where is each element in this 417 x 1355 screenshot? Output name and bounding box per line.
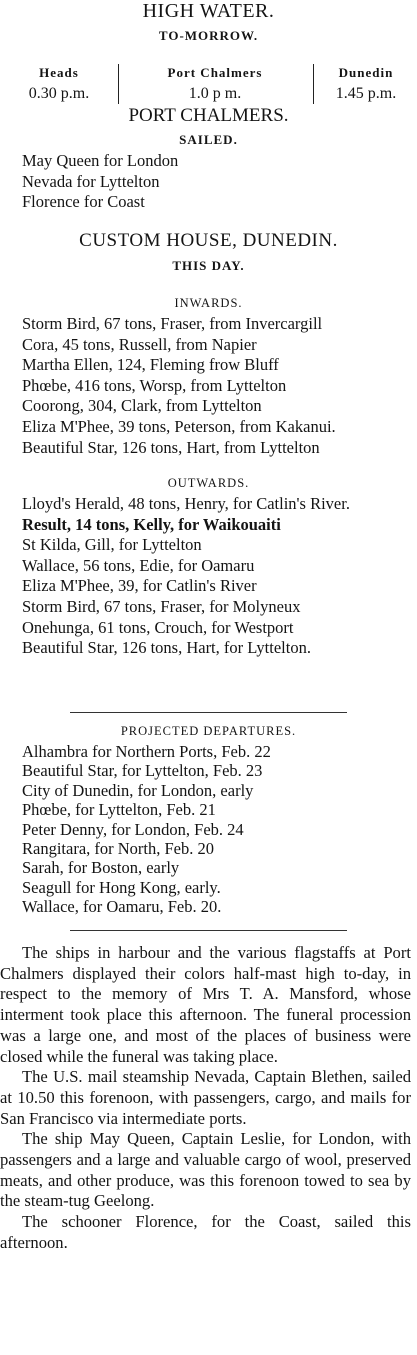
list-item: Sarah, for Boston, early	[22, 858, 180, 878]
list-item: Eliza M'Phee, 39 tons, Peterson, from Kakanui.	[22, 416, 336, 436]
list-item: Nevada for Lyttelton	[22, 171, 160, 191]
list-item: Result, 14 tons, Kelly, for Waikouaiti	[22, 514, 281, 534]
tide-time: 0.30 p.m.	[28, 85, 90, 102]
tide-place: Port Chalmers	[167, 65, 263, 80]
list-item: Rangitara, for North, Feb. 20	[22, 839, 214, 859]
outwards-list	[0, 494, 417, 659]
list-item: Wallace, for Oamaru, Feb. 20.	[22, 897, 222, 917]
list-item: Alhambra for Northern Ports, Feb. 22	[22, 742, 271, 761]
tide-port-chalmers	[122, 62, 308, 104]
tide-time: 1.0 p m.	[188, 85, 242, 102]
list-item: Phœbe, for Lyttelton, Feb. 21	[22, 800, 216, 820]
news-paragraph: The ships in harbour and the various flagstaffs at Port Chalmers displayed their colors half-mast high to-day, in respect to the memory of Mrs T. A. Mansford, whose interment took place this afternoon. The funeral procession was a large one, and most of the places of business were closed while the funeral was taking place.	[0, 943, 411, 1066]
list-item: Seagull for Hong Kong, early.	[22, 877, 221, 897]
news-items	[0, 943, 411, 1254]
list-item: Wallace, 56 tons, Edie, for Oamaru	[22, 555, 255, 575]
tide-time: 1.45 p.m.	[335, 85, 397, 102]
list-item: Cora, 45 tons, Russell, from Napier	[22, 334, 257, 354]
list-item: Storm Bird, 67 tons, Fraser, from Invercargill	[22, 314, 323, 333]
list-item: May Queen for London	[22, 151, 179, 170]
list-item: Eliza M'Phee, 39, for Catlin's River	[22, 576, 257, 596]
news-paragraph: The U.S. mail steamship Nevada, Captain Blethen, sailed at 10.50 this forenoon, with passengers, cargo, and mails for San Francisco via intermediate ports.	[0, 1067, 411, 1128]
tide-heads	[14, 62, 104, 104]
port-chalmers-title: PORT CHALMERS.	[128, 105, 289, 126]
list-item: St Kilda, Gill, for Lyttelton	[22, 535, 202, 555]
column-divider	[118, 64, 119, 104]
list-item: Peter Denny, for London, Feb. 24	[22, 819, 244, 839]
column-divider	[313, 64, 314, 104]
tide-place: Dunedin	[338, 65, 394, 80]
list-item: Coorong, 304, Clark, from Lyttelton	[22, 396, 262, 416]
section-divider	[70, 930, 347, 931]
projected-heading: PROJECTED DEPARTURES.	[120, 724, 297, 738]
high-water-title: HIGH WATER.	[142, 0, 275, 22]
custom-house-subtitle: THIS DAY.	[172, 258, 245, 273]
list-item: Martha Ellen, 124, Fleming frow Bluff	[22, 355, 279, 375]
news-paragraph: The schooner Florence, for the Coast, sailed this afternoon.	[0, 1212, 411, 1252]
news-paragraph: The ship May Queen, Captain Leslie, for London, with passengers and a large and valuable cargo of wool, preserved meats, and other produce, was this forenoon towed to sea by the steam-tug Geelong.	[0, 1129, 411, 1211]
projected-list	[0, 742, 417, 917]
list-item: Beautiful Star, 126 tons, Hart, from Lyttelton	[22, 437, 320, 457]
inwards-heading: INWARDS.	[174, 296, 243, 310]
list-item: Beautiful Star, for Lyttelton, Feb. 23	[22, 761, 263, 781]
port-chalmers-subtitle: SAILED.	[179, 132, 238, 147]
list-item: Storm Bird, 67 tons, Fraser, for Molyneux	[22, 596, 301, 616]
tide-table	[0, 62, 417, 108]
high-water-subtitle: TO-MORROW.	[158, 28, 259, 43]
list-item: Beautiful Star, 126 tons, Hart, for Lyttelton.	[22, 638, 311, 658]
outwards-heading: OUTWARDS.	[167, 476, 250, 490]
inwards-list	[0, 314, 417, 458]
tide-place: Heads	[39, 65, 79, 80]
sailed-list	[0, 151, 417, 213]
custom-house-title: CUSTOM HOUSE, DUNEDIN.	[79, 230, 338, 251]
list-item: City of Dunedin, for London, early	[22, 780, 254, 800]
tide-dunedin	[318, 62, 414, 104]
list-item: Phœbe, 416 tons, Worsp, from Lyttelton	[22, 375, 287, 395]
list-item: Lloyd's Herald, 48 tons, Henry, for Catlin's River.	[22, 494, 350, 513]
list-item: Onehunga, 61 tons, Crouch, for Westport	[22, 617, 294, 637]
list-item: Florence for Coast	[22, 192, 145, 211]
section-divider	[70, 712, 347, 713]
